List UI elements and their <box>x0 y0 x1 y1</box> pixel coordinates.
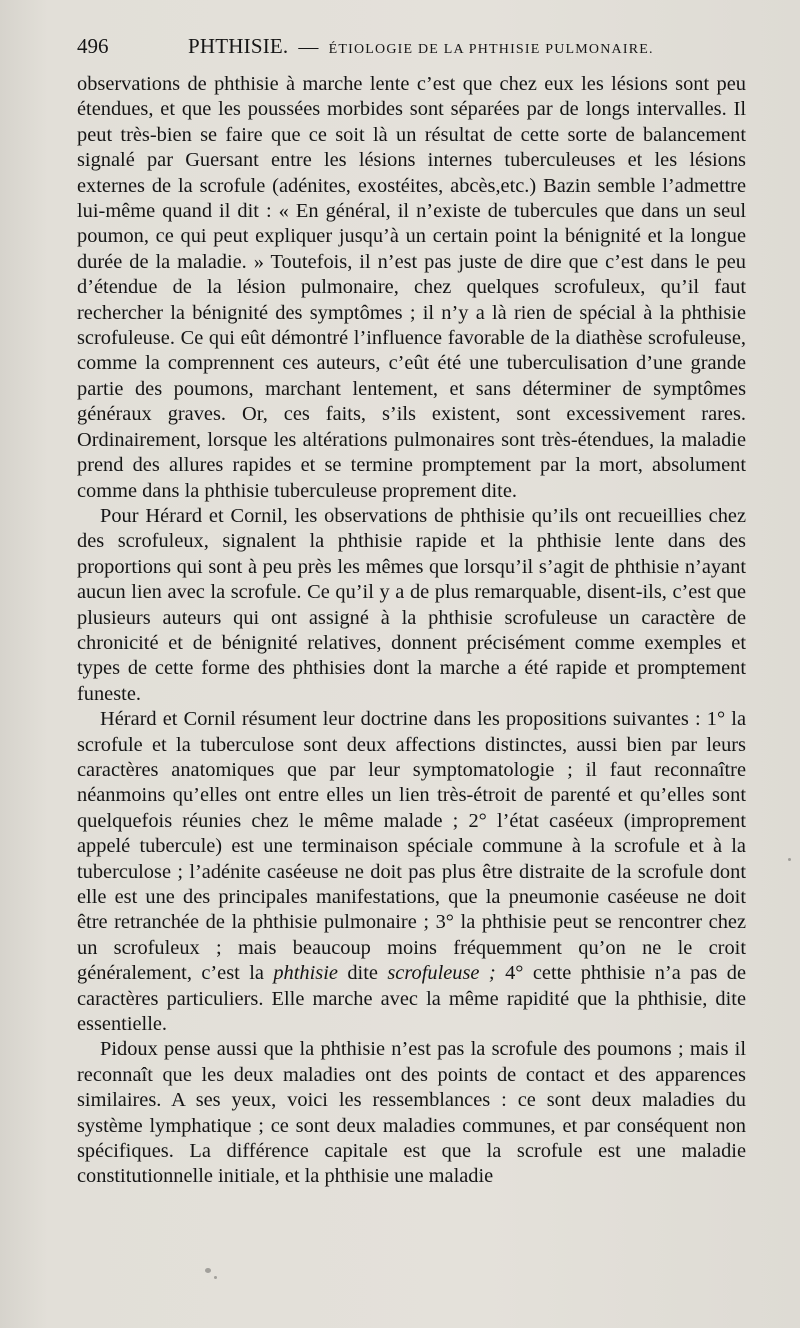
running-title-main: PHTHISIE. <box>188 34 289 58</box>
running-title-dash: — <box>298 36 319 58</box>
paragraph-text: Hérard et Cornil résument leur doctrine dans les propositions suivantes : 1° la scrofule et la tuberculose sont deux affections distinctes, aussi bien par leurs caractères anatomiques que par leur symptomatologie ; il faut reconnaître néanmoins qu’elles ont entre elles un lien très-étroit de parenté et qu’elles sont quelquefois réunies chez le même malade ; 2° l’état caséeux (improprement appelé tubercule) est une terminaison spéciale commune à la scrofule et à la tuberculose ; l’adénite caséeuse ne doit pas plus être distraite de la scrofule dont elle est une des principales manifestations, que la pneumonie caséeuse ne doit être retranchée de la phthisie pulmonaire ; 3° la phthisie peut se rencontrer chez un scrofuleux ; mais beaucoup moins fréquemment qu’on ne le croit généralement, c’est la <box>77 708 746 985</box>
paragraph-text: 4° cette phthisie n’a pas de caractères particuliers. Elle marche avec la même rapidité que la phthisie, dite essentielle. <box>77 962 746 1036</box>
paragraph <box>77 707 746 1037</box>
paragraph <box>77 504 746 707</box>
paragraph <box>77 1037 746 1189</box>
paragraph-text: Pidoux pense aussi que la phthisie n’est pas la scrofule des poumons ; mais il reconnaît que les deux maladies ont des points de contact et des apparences similaires. A ses yeux, voici les ressemblances : ce sont deux maladies du système lymphatique ; ce sont deux maladies communes, et par conséquent non spécifiques. La différence capitale est que la scrofule est une maladie constitutionnelle initiale, et la phthisie une maladie <box>77 1038 746 1188</box>
italic-text: phthisie <box>273 962 338 985</box>
running-title <box>188 34 654 59</box>
paragraph-text: dite <box>337 962 388 985</box>
running-title-subtitle: ÉTIOLOGIE DE LA PHTHISIE PULMONAIRE. <box>328 42 654 57</box>
paper-speck <box>205 1268 211 1273</box>
paper-speck <box>214 1276 217 1279</box>
paragraph-text: Pour Hérard et Cornil, les observations de phthisie qu’ils ont recueillies chez des scrofuleux, signalent la phthisie rapide et la phthisie lente dans des proportions qui sont à peu près les mêmes que lorsqu’il s’agit de phthisie n’ayant aucun lien avec la scrofule. Ce qu’il y a de plus remarquable, disent-ils, c’est que plusieurs auteurs qui ont assigné à la phthisie scrofuleuse un caractère de chronicité et de bénignité relatives, donnent précisément comme exemples et types de cette forme des phthisies dont la marche a été rapide et promptement funeste. <box>77 504 746 705</box>
body-text <box>77 72 746 1190</box>
page-number: 496 <box>77 34 109 58</box>
italic-text: scrofuleuse ; <box>387 962 496 985</box>
running-header <box>77 34 747 64</box>
paper-speck <box>788 858 791 861</box>
paragraph <box>77 72 746 504</box>
paragraph-text: observations de phthisie à marche lente c’est que chez eux les lésions sont peu étendues, et que les poussées morbides sont séparées par de longs intervalles. Il peut très-bien se faire que ce soit là un résultat de cette sorte de balancement signalé par Guersant entre les lésions internes tuberculeuses et les lésions externes de la scrofule (adénites, exostéites, abcès,etc.) Bazin semble l’admettre lui-même quand il dit : « En général, il n’existe de tubercules que dans un seul poumon, ce qui peut expliquer jusqu’à un certain point la bénignité et la longue durée de la maladie. » Toutefois, il n’est pas juste de dire que c’est dans le peu d’étendue de la lésion pulmonaire, chez quelques scrofuleux, qu’il faut rechercher la bénignité des symptômes ; il n’y a là rien de spécial à la phthisie scrofuleuse. Ce qui eût démontré l’influence favorable de la diathèse scrofuleuse, comme la comprennent ces auteurs, c’eût été une tuberculisation d’une grande partie des poumons, marchant lentement, et sans déterminer de symptômes généraux graves. Or, ces faits, s’ils existent, sont excessivement rares. Ordinairement, lorsque les altérations pulmonaires sont très-étendues, la maladie prend des allures rapides et se termine promptement par la mort, absolument comme dans la phthisie tuberculeuse proprement dite. <box>77 73 746 502</box>
